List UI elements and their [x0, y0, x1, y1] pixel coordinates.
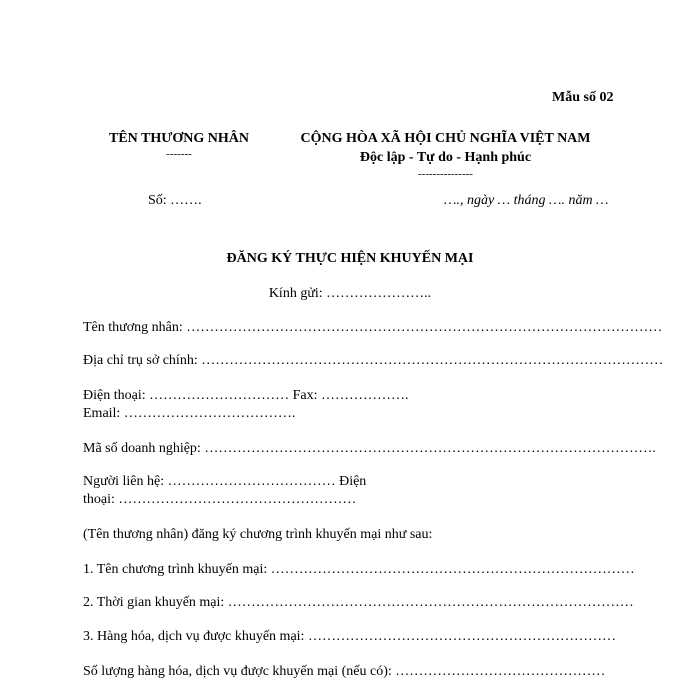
country-title: CỘNG HÒA XÃ HỘI CHỦ NGHĨA VIỆT NAM [300, 131, 591, 146]
form-number: Mẫu số 02 [552, 90, 614, 105]
merchant-rule: ------- [166, 148, 192, 160]
recipient-line: Kính gửi: ………………….. [268, 286, 432, 301]
merchant-title: TÊN THƯƠNG NHÂN [108, 131, 249, 146]
item-goods: 3. Hàng hóa, dịch vụ được khuyến mại: ………………………………………………………… [83, 629, 616, 644]
motto: Độc lập - Tự do - Hạnh phúc [359, 150, 532, 165]
field-email: Email: ………………………………. [83, 406, 296, 421]
field-contact-person: Người liên hệ: ……………………………… Điện [83, 474, 367, 489]
registration-intro: (Tên thương nhân) đăng ký chương trình khuyến mại như sau: [83, 527, 433, 542]
field-phone-fax: Điện thoại: ………………………… Fax: ………………. [83, 388, 409, 403]
field-head-office: Địa chỉ trụ sở chính: ……………………………………………………………………………………… [83, 353, 664, 368]
field-contact-phone: thoại: …………………………………………… [83, 492, 357, 507]
document-number: Số: ……. [148, 193, 202, 208]
document-title: ĐĂNG KÝ THỰC HIỆN KHUYẾN MẠI [226, 251, 474, 266]
item-quantity: Số lượng hàng hóa, dịch vụ được khuyến mại (nếu có): ……………………………………… [83, 664, 606, 679]
item-program-name: 1. Tên chương trình khuyến mại: …………………………………………………………………… [83, 562, 635, 577]
date-line: …., ngày … tháng …. năm … [444, 193, 609, 208]
field-enterprise-code: Mã số doanh nghiệp: ……………………………………………………………………………………. [83, 441, 656, 456]
field-merchant-name: Tên thương nhân: ………………………………………………………………………………………… [83, 320, 663, 335]
item-duration: 2. Thời gian khuyến mại: …………………………………………………………………………… [83, 595, 634, 610]
motto-rule: --------------- [418, 168, 473, 180]
